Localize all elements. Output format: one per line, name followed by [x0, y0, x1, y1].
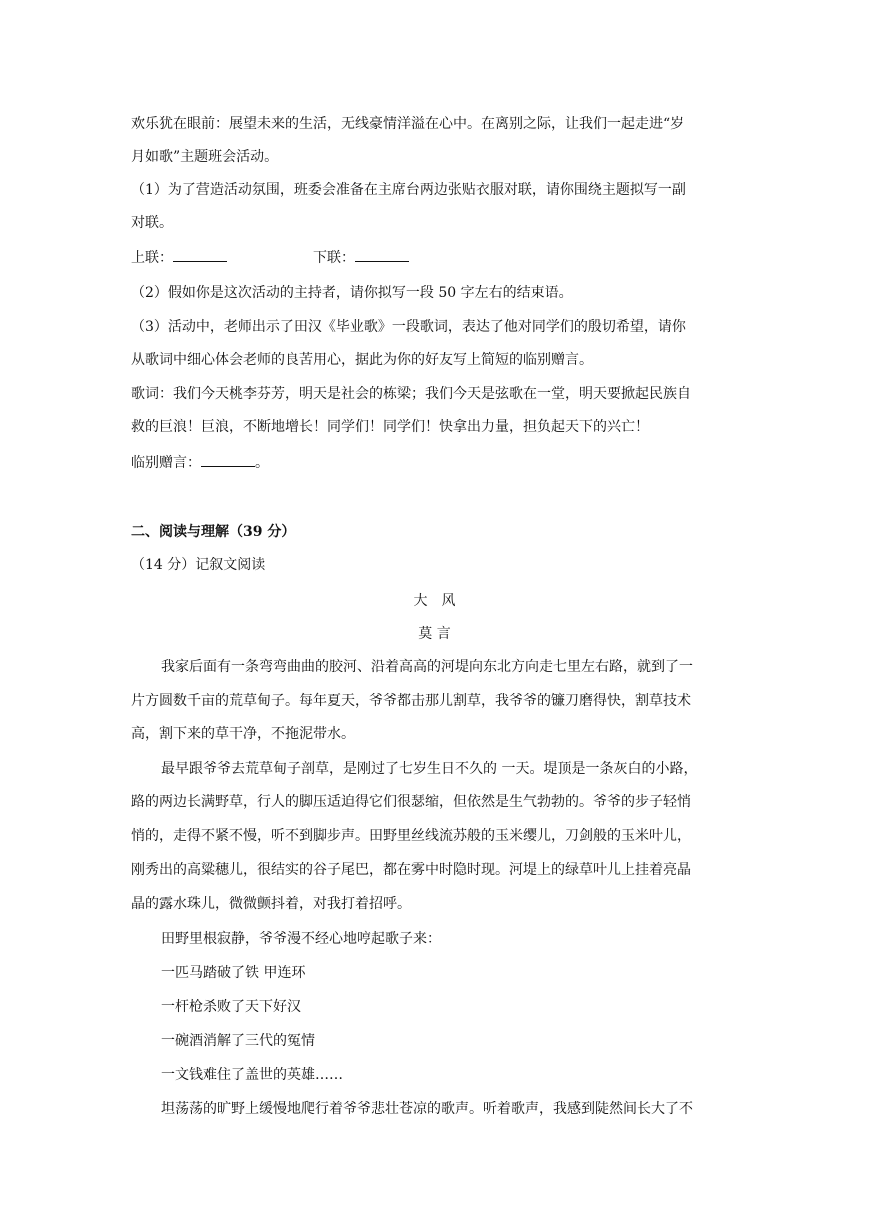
- article-p1-line-2: 片方圆数千亩的荒草甸子。每年夏天，爷爷都击那儿割草，我爷爷的镰刀磨得快，割草技术: [131, 693, 691, 709]
- article-title: 大 风: [413, 593, 456, 609]
- question-3-line-2: 从歌词中细心体会老师的良苦用心，据此为你的好友写上简短的临别赠言。: [131, 352, 593, 368]
- intro-line-1: 欢乐犹在眼前：展望未来的生活，无线豪情洋溢在心中。在离别之际，让我们一起走进“岁: [131, 116, 685, 132]
- intro-line-2: 月如歌”主题班会活动。: [131, 149, 279, 165]
- couplet-row: [131, 247, 741, 268]
- song-line-4: 一文钱难住了盖世的英雄……: [161, 1067, 343, 1083]
- couplet-lower-blank[interactable]: [355, 247, 409, 262]
- question-2: （2）假如你是这次活动的主持者，请你拟写一段 50 字左右的结束语。: [131, 285, 573, 301]
- article-p1-line-1: 我家后面有一条弯弯曲曲的胶河、沿着高高的河堤向东北方向走七里左右路，就到了一: [161, 659, 693, 675]
- article-p2-line-2: 路的两边长满野草，行人的脚压适迫得它们很瑟缩，但依然是生气勃勃的。爷爷的步子轻悄: [131, 794, 691, 810]
- farewell-blank[interactable]: [201, 452, 255, 467]
- song-line-2: 一杆枪杀败了天下好汉: [161, 999, 301, 1015]
- article-p2-line-1: 最早跟爷爷去荒草甸子剖草，是刚过了七岁生日不久的 一天。堤顶是一条灰白的小路，: [161, 761, 698, 777]
- lyrics-line-2: 救的巨浪！巨浪，不断地增长！同学们！同学们！快拿出力量，担负起天下的兴亡！: [131, 419, 649, 435]
- section-2-subtitle: （14 分）记叙文阅读: [131, 557, 266, 573]
- couplet-upper-blank[interactable]: [173, 247, 227, 262]
- song-line-1: 一匹马踏破了铁 甲连环: [161, 965, 306, 981]
- article-p1-line-3: 高，割下来的草干净，不拖泥带水。: [131, 726, 355, 742]
- couplet-lower-label: 下联：: [313, 250, 355, 266]
- article-p2-line-4: 刚秀出的高粱穗儿，很结实的谷子尾巴，都在雾中时隐时现。河堤上的绿草叶儿上挂着亮晶: [131, 862, 691, 878]
- question-1-line-1: （1）为了营造活动氛围，班委会准备在主席台两边张贴衣服对联，请你围绕主题拟写一副: [131, 182, 686, 198]
- article-author: 莫 言: [418, 626, 451, 642]
- article-p4-line-1: 坦荡荡的旷野上缓慢地爬行着爷爷悲壮苍凉的歌声。听着歌声，我感到陡然间长大了不: [161, 1101, 693, 1117]
- article-p2-line-3: 悄的，走得不紧不慢，听不到脚步声。田野里丝线流苏般的玉米缨儿，刀剑般的玉米叶儿，: [131, 828, 691, 844]
- article-p2-line-5: 晶的露水珠儿，微微颤抖着，对我打着招呼。: [131, 896, 411, 912]
- farewell-label: 临别赠言：: [131, 455, 201, 471]
- farewell-row: [131, 452, 741, 473]
- section-2-title: 二、阅读与理解（39 分）: [131, 524, 296, 540]
- question-1-line-2: 对联。: [131, 215, 173, 231]
- lyrics-line-1: 歌词：我们今天桃李芬芳，明天是社会的栋梁；我们今天是弦歌在一堂，明天要掀起民族自: [131, 386, 691, 402]
- couplet-upper-label: 上联：: [131, 250, 173, 266]
- farewell-end: 。: [255, 455, 269, 471]
- article-p3: 田野里根寂静，爷爷漫不经心地哼起歌子来：: [161, 931, 441, 947]
- song-line-3: 一碗酒消解了三代的冤情: [161, 1033, 315, 1049]
- question-3-line-1: （3）活动中，老师出示了田汉《毕业歌》一段歌词，表达了他对同学们的殷切希望，请你: [131, 319, 686, 335]
